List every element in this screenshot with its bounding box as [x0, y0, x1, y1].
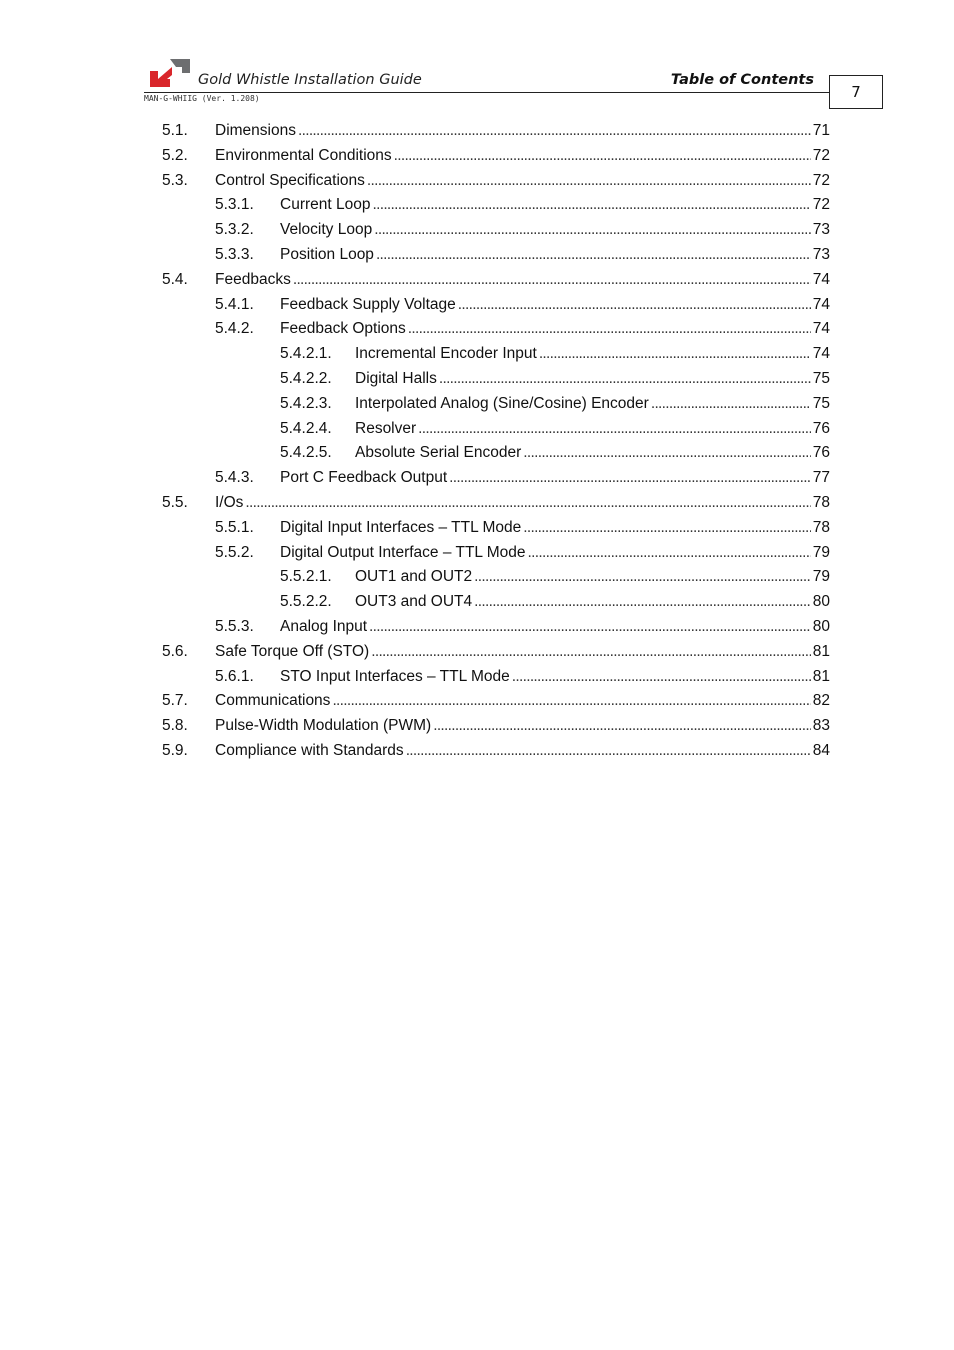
toc-entry-number: 5.3.3.	[215, 245, 254, 263]
toc-entry[interactable]	[162, 565, 830, 590]
toc-entry-title[interactable]: Digital Input Interfaces – TTL Mode	[280, 516, 523, 541]
toc-entry-line	[355, 417, 830, 442]
toc-dot-leader	[439, 367, 811, 392]
toc-entry-page: 71	[811, 119, 830, 144]
toc-entry[interactable]	[162, 417, 830, 442]
toc-entry-page: 74	[811, 293, 830, 318]
toc-entry-line	[280, 243, 830, 268]
toc-entry-title[interactable]: Resolver	[355, 417, 418, 442]
toc-entry-page: 81	[811, 640, 830, 665]
toc-entry-page: 72	[811, 169, 830, 194]
toc-entry[interactable]	[162, 466, 830, 491]
toc-dot-leader	[528, 541, 811, 566]
toc-entry-page: 76	[811, 417, 830, 442]
toc-entry-number: 5.4.2.3.	[280, 394, 332, 412]
document-code: MAN-G-WHIIG (Ver. 1.208)	[144, 94, 260, 103]
toc-entry[interactable]	[162, 590, 830, 615]
toc-dot-leader	[367, 169, 811, 194]
toc-entry-number: 5.4.1.	[215, 295, 254, 313]
toc-entry-number: 5.4.2.	[215, 320, 254, 338]
toc-entry[interactable]	[162, 317, 830, 342]
toc-entry-line	[355, 392, 830, 417]
toc-entry-line	[280, 665, 830, 690]
toc-entry-line	[280, 317, 830, 342]
toc-entry-line	[355, 590, 830, 615]
toc-entry-line	[355, 342, 830, 367]
toc-entry-number: 5.3.2.	[215, 221, 254, 239]
toc-entry-number: 5.4.2.2.	[280, 369, 332, 387]
toc-entry[interactable]	[162, 268, 830, 293]
toc-entry-page: 77	[811, 466, 830, 491]
toc-entry[interactable]	[162, 441, 830, 466]
toc-entry[interactable]	[162, 739, 830, 764]
toc-entry-number: 5.3.	[162, 171, 188, 189]
toc-entry[interactable]	[162, 119, 830, 144]
toc-entry-title[interactable]: Compliance with Standards	[215, 739, 406, 764]
toc-entry-page: 84	[811, 739, 830, 764]
toc-entry[interactable]	[162, 689, 830, 714]
toc-entry-line	[215, 119, 830, 144]
toc-entry[interactable]	[162, 367, 830, 392]
toc-dot-leader	[408, 317, 811, 342]
toc-entry-line	[215, 714, 830, 739]
toc-entry-number: 5.6.	[162, 642, 188, 660]
toc-entry-number: 5.5.2.2.	[280, 593, 332, 611]
toc-entry-page: 74	[811, 268, 830, 293]
toc-entry[interactable]	[162, 615, 830, 640]
toc-entry-page: 75	[811, 392, 830, 417]
toc-dot-leader	[298, 119, 811, 144]
toc-entry-number: 5.5.1.	[215, 518, 254, 536]
toc-entry-title[interactable]: Position Loop	[280, 243, 376, 268]
toc-entry-page: 78	[811, 491, 830, 516]
toc-dot-leader	[418, 417, 811, 442]
section-title: Table of Contents	[670, 72, 814, 88]
toc-entry-title[interactable]: OUT3 and OUT4	[355, 590, 474, 615]
toc-entry-page: 78	[811, 516, 830, 541]
toc-entry-number: 5.8.	[162, 717, 188, 735]
toc-dot-leader	[371, 640, 811, 665]
document-title: Gold Whistle Installation Guide	[198, 72, 422, 88]
toc-entry-title[interactable]: STO Input Interfaces – TTL Mode	[280, 665, 512, 690]
toc-entry[interactable]	[162, 665, 830, 690]
toc-dot-leader	[394, 144, 811, 169]
header-divider	[144, 92, 830, 93]
toc-entry-title[interactable]: Communications	[215, 689, 332, 714]
toc-dot-leader	[406, 739, 811, 764]
toc-entry-line	[355, 441, 830, 466]
toc-entry[interactable]	[162, 293, 830, 318]
toc-entry[interactable]	[162, 541, 830, 566]
toc-entry-page: 83	[811, 714, 830, 739]
toc-entry-title[interactable]: Digital Output Interface – TTL Mode	[280, 541, 528, 566]
toc-entry-page: 82	[811, 689, 830, 714]
toc-entry[interactable]	[162, 169, 830, 194]
toc-dot-leader	[539, 342, 811, 367]
toc-entry-title[interactable]: Feedback Supply Voltage	[280, 293, 458, 318]
toc-entry-line	[215, 169, 830, 194]
toc-entry-page: 81	[811, 665, 830, 690]
toc-entry-number: 5.4.2.1.	[280, 345, 332, 363]
toc-dot-leader	[372, 193, 810, 218]
toc-entry-title[interactable]: Port C Feedback Output	[280, 466, 449, 491]
toc-entry-line	[215, 739, 830, 764]
toc-entry-title[interactable]: Current Loop	[280, 193, 372, 218]
toc-entry-page: 72	[811, 144, 830, 169]
toc-entry-line	[280, 516, 830, 541]
toc-entry-title[interactable]: Feedbacks	[215, 268, 293, 293]
toc-entry-title[interactable]: Velocity Loop	[280, 218, 374, 243]
elmo-logo	[148, 57, 190, 87]
table-of-contents	[162, 119, 830, 764]
toc-dot-leader	[376, 243, 811, 268]
toc-entry[interactable]	[162, 714, 830, 739]
toc-dot-leader	[369, 615, 811, 640]
toc-entry-number: 5.5.2.1.	[280, 568, 332, 586]
toc-entry-line	[215, 689, 830, 714]
toc-dot-leader	[474, 590, 811, 615]
toc-entry-title[interactable]: Analog Input	[280, 615, 369, 640]
toc-dot-leader	[293, 268, 811, 293]
toc-entry-line	[355, 367, 830, 392]
toc-entry-number: 5.3.1.	[215, 196, 254, 214]
toc-entry-page: 73	[811, 243, 830, 268]
toc-entry-line	[215, 491, 830, 516]
toc-entry-number: 5.4.2.4.	[280, 419, 332, 437]
toc-dot-leader	[651, 392, 811, 417]
toc-entry[interactable]	[162, 392, 830, 417]
toc-entry-line	[280, 541, 830, 566]
toc-entry-line	[215, 268, 830, 293]
toc-entry-page: 79	[811, 565, 830, 590]
toc-entry[interactable]	[162, 243, 830, 268]
toc-dot-leader	[245, 491, 810, 516]
toc-entry-line	[355, 565, 830, 590]
toc-entry-page: 73	[811, 218, 830, 243]
toc-dot-leader	[433, 714, 811, 739]
toc-entry-number: 5.9.	[162, 741, 188, 759]
toc-entry-page: 79	[811, 541, 830, 566]
toc-entry-title[interactable]: OUT1 and OUT2	[355, 565, 474, 590]
toc-entry-number: 5.5.	[162, 493, 188, 511]
toc-entry-title[interactable]: Pulse-Width Modulation (PWM)	[215, 714, 433, 739]
toc-entry-line	[280, 466, 830, 491]
toc-entry[interactable]	[162, 491, 830, 516]
toc-entry[interactable]	[162, 144, 830, 169]
toc-entry-number: 5.4.2.5.	[280, 444, 332, 462]
toc-dot-leader	[523, 516, 811, 541]
toc-entry-title[interactable]: Environmental Conditions	[215, 144, 394, 169]
toc-entry-page: 76	[811, 441, 830, 466]
toc-dot-leader	[374, 218, 811, 243]
toc-entry-title[interactable]: Incremental Encoder Input	[355, 342, 539, 367]
toc-entry-page: 74	[811, 317, 830, 342]
page-number: 7	[851, 83, 861, 101]
toc-dot-leader	[512, 665, 811, 690]
toc-entry-page: 80	[811, 590, 830, 615]
toc-entry-number: 5.7.	[162, 692, 188, 710]
toc-entry-page: 75	[811, 367, 830, 392]
toc-entry-title[interactable]: Absolute Serial Encoder	[355, 441, 523, 466]
toc-entry-number: 5.6.1.	[215, 667, 254, 685]
toc-entry[interactable]	[162, 193, 830, 218]
toc-entry-line	[280, 193, 830, 218]
toc-entry-number: 5.4.3.	[215, 469, 254, 487]
toc-entry-title[interactable]: Dimensions	[215, 119, 298, 144]
toc-entry-line	[215, 144, 830, 169]
toc-entry-line	[280, 218, 830, 243]
toc-entry-page: 80	[811, 615, 830, 640]
toc-entry-line	[280, 293, 830, 318]
toc-entry-title[interactable]: Control Specifications	[215, 169, 367, 194]
toc-dot-leader	[458, 293, 811, 318]
toc-entry-title[interactable]: Digital Halls	[355, 367, 439, 392]
toc-entry[interactable]	[162, 516, 830, 541]
toc-dot-leader	[523, 441, 810, 466]
toc-entry[interactable]	[162, 342, 830, 367]
toc-dot-leader	[474, 565, 811, 590]
toc-entry-number: 5.5.2.	[215, 543, 254, 561]
page-number-box	[829, 75, 883, 109]
toc-entry-number: 5.4.	[162, 270, 188, 288]
toc-dot-leader	[332, 689, 810, 714]
toc-entry-page: 72	[811, 193, 830, 218]
toc-dot-leader	[449, 466, 811, 491]
toc-entry-title[interactable]: I/Os	[215, 491, 245, 516]
toc-entry-line	[280, 615, 830, 640]
toc-entry[interactable]	[162, 640, 830, 665]
toc-entry-number: 5.2.	[162, 146, 188, 164]
toc-entry-page: 74	[811, 342, 830, 367]
toc-entry[interactable]	[162, 218, 830, 243]
toc-entry-line	[215, 640, 830, 665]
toc-entry-number: 5.5.3.	[215, 617, 254, 635]
logo-gray-mark	[170, 59, 190, 73]
toc-entry-title[interactable]: Feedback Options	[280, 317, 408, 342]
toc-entry-title[interactable]: Interpolated Analog (Sine/Cosine) Encoder	[355, 392, 651, 417]
toc-entry-title[interactable]: Safe Torque Off (STO)	[215, 640, 371, 665]
toc-entry-number: 5.1.	[162, 122, 188, 139]
